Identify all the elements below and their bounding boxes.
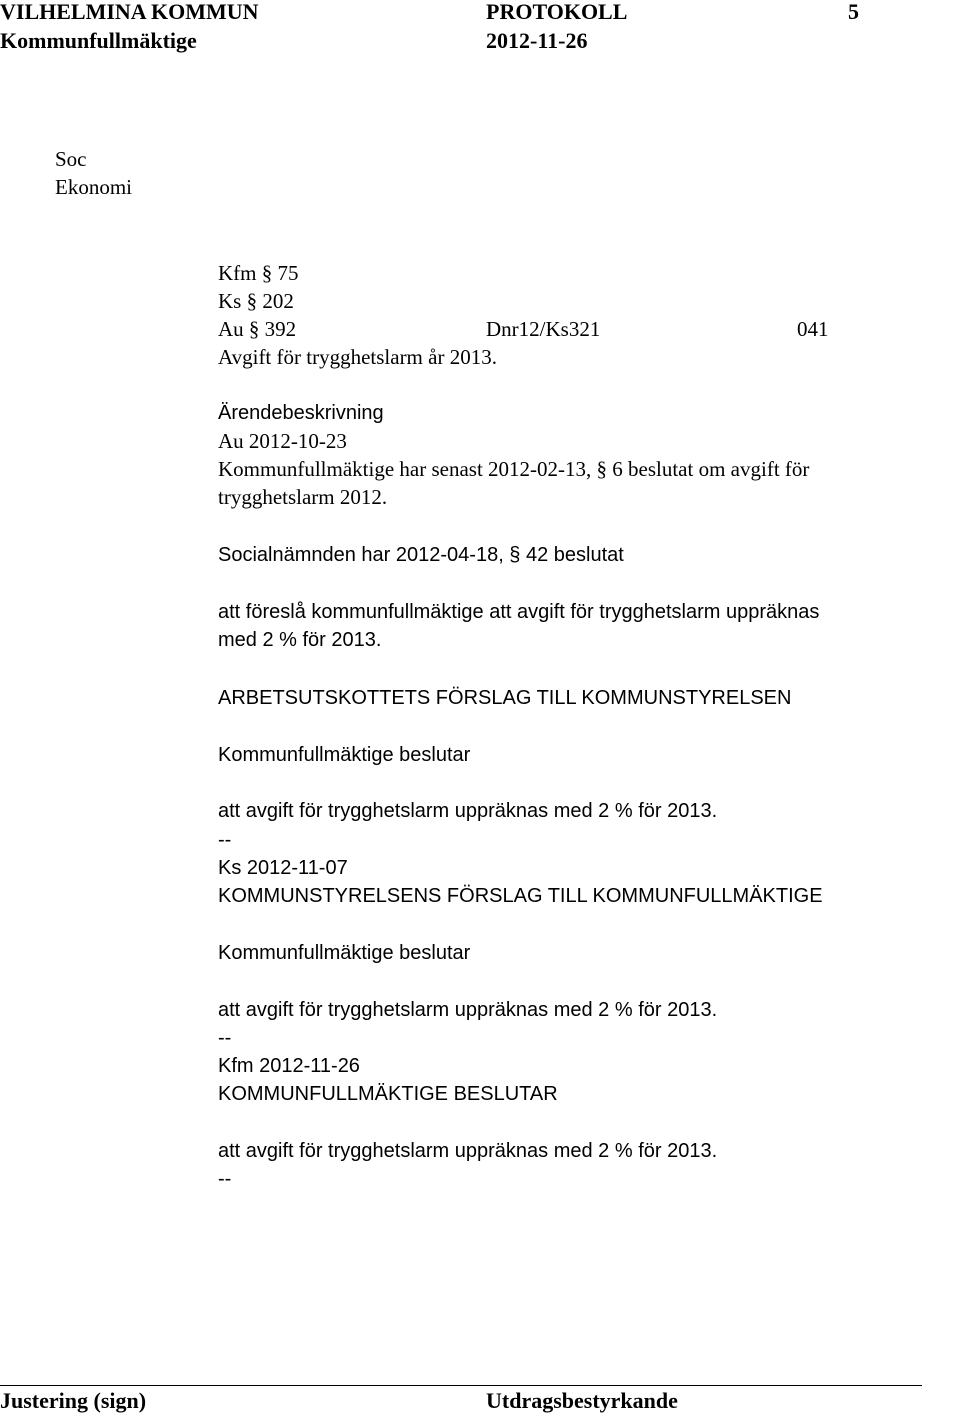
case-description-heading: Ärendebeskrivning — [218, 402, 384, 424]
ref-ks — [218, 287, 294, 315]
council-decides-1: Kommunfullmäktige beslutar — [218, 744, 471, 766]
kfm-decision-heading: KOMMUNFULLMÄKTIGE BESLUTAR — [218, 1083, 558, 1105]
separator-1: -- — [218, 829, 232, 851]
paragraph-sign: § — [248, 317, 260, 341]
kf-background-line-2: trygghetslarm 2012. — [218, 485, 388, 509]
page-number: 5 — [848, 0, 859, 24]
ref-ks-label: Ks — [218, 289, 242, 313]
au-proposal-heading: ARBETSUTSKOTTETS FÖRSLAG TILL KOMMUNSTYRELSEN — [218, 687, 792, 709]
paragraph-sign: § — [261, 261, 273, 285]
ref-kfm-label: Kfm — [218, 261, 257, 285]
kfm-date: Kfm 2012-11-26 — [218, 1055, 360, 1077]
ks-proposal-heading: KOMMUNSTYRELSENS FÖRSLAG TILL KOMMUNFULLMÄKTIGE — [218, 885, 823, 907]
decision-text-1: att avgift för trygghetslarm uppräknas med 2 % för 2013. — [218, 800, 718, 822]
diary-code: 041 — [797, 317, 829, 341]
footer-utdrag: Utdragsbestyrkande — [486, 1388, 678, 1413]
ref-kfm-number: 75 — [277, 261, 299, 285]
ref-au — [218, 315, 296, 343]
footer-rule — [0, 1385, 922, 1386]
kf-background-line-1: Kommunfullmäktige har senast 2012-02-13, § 6 beslutat om avgift för — [218, 457, 810, 481]
recipient-ekonomi: Ekonomi — [55, 175, 132, 199]
municipality-name: VILHELMINA KOMMUN — [0, 0, 259, 24]
diary-number: Dnr12/Ks321 — [486, 317, 601, 341]
separator-2: -- — [218, 1027, 232, 1049]
separator-3: -- — [218, 1168, 232, 1190]
decision-text-2: att avgift för trygghetslarm uppräknas med 2 % för 2013. — [218, 999, 718, 1021]
social-proposal-line-1: att föreslå kommunfullmäktige att avgift för trygghetslarm uppräknas — [218, 601, 820, 623]
ref-au-label: Au — [218, 317, 244, 341]
ks-date: Ks 2012-11-07 — [218, 857, 348, 879]
ref-au-number: 392 — [264, 317, 297, 341]
subject-line: Avgift för trygghetslarm år 2013. — [218, 345, 497, 369]
recipient-soc: Soc — [55, 147, 87, 171]
council-decides-2: Kommunfullmäktige beslutar — [218, 942, 471, 964]
meeting-date: 2012-11-26 — [486, 28, 588, 53]
decision-text-3: att avgift för trygghetslarm uppräknas med 2 % för 2013. — [218, 1140, 718, 1162]
ref-kfm — [218, 259, 299, 287]
footer-justering: Justering (sign) — [0, 1388, 147, 1413]
au-date: Au 2012-10-23 — [218, 429, 347, 453]
meeting-body: Kommunfullmäktige — [0, 28, 197, 53]
document-type: PROTOKOLL — [486, 0, 628, 24]
social-proposal-line-2: med 2 % för 2013. — [218, 629, 382, 651]
social-committee-line: Socialnämnden har 2012-04-18, § 42 beslutat — [218, 544, 624, 566]
ref-ks-number: 202 — [262, 289, 294, 313]
paragraph-sign: § — [246, 289, 258, 313]
